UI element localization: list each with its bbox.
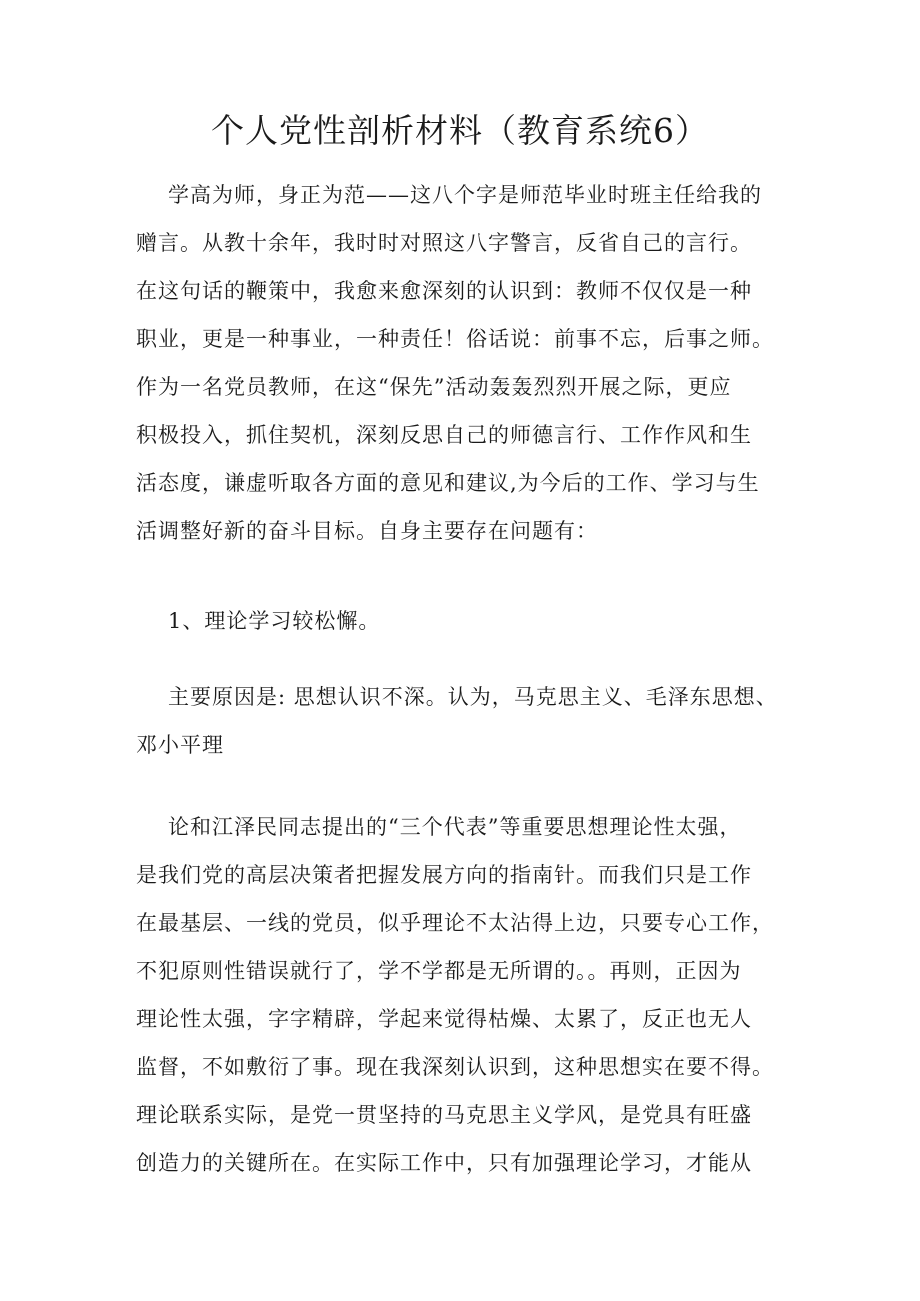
- paragraph-line: 作为一名党员教师，在这“保先”活动轰轰烈烈开展之际，更应: [136, 375, 732, 399]
- paragraph-line: 论和江泽民同志提出的“三个代表”等重要思想理论性太强，: [168, 815, 742, 839]
- paragraph-line: 主要原因是: 思想认识不深。认为，马克思主义、毛泽东思想、: [168, 685, 778, 709]
- paragraph-line: 理论性太强，字字精辟，学起来觉得枯燥、太累了，反正也无人: [136, 1007, 752, 1031]
- paragraph-line: 赠言。从教十余年，我时时对照这八字警言，反省自己的言行。: [136, 231, 752, 255]
- section-heading: 1、理论学习较松懈。: [168, 609, 381, 633]
- paragraph-line: 是我们党的高层决策者把握发展方向的指南针。而我们只是工作: [136, 863, 752, 887]
- paragraph-line: 活态度，谦虚听取各方面的意见和建议,为今后的工作、学习与生: [136, 471, 760, 495]
- paragraph-line: 监督，不如敷衍了事。现在我深刻认识到，这种思想实在要不得。: [136, 1055, 774, 1079]
- paragraph-line: 创造力的关键所在。在实际工作中，只有加强理论学习，才能从: [136, 1151, 752, 1175]
- paragraph-line: 理论联系实际，是党一贯坚持的马克思主义学风，是党具有旺盛: [136, 1103, 752, 1127]
- paragraph-line: 在最基层、一线的党员，似乎理论不太沾得上边，只要专心工作，: [136, 911, 774, 935]
- paragraph-line: 在这句话的鞭策中，我愈来愈深刻的认识到：教师不仅仅是一种: [136, 279, 752, 303]
- paragraph-line: 积极投入，抓住契机，深刻反思自己的师德言行、工作作风和生: [136, 423, 752, 447]
- paragraph-line: 职业，更是一种事业，一种责任！俗话说：前事不忘，后事之师。: [136, 327, 774, 351]
- document-title: 个人党性剖析材料（教育系统6）: [211, 111, 709, 150]
- paragraph-line: 学高为师，身正为范——这八个字是师范毕业时班主任给我的: [168, 183, 762, 207]
- paragraph-line: 不犯原则性错误就行了，学不学都是无所谓的。。再则，正因为: [136, 959, 742, 983]
- paragraph-line: 活调整好新的奋斗目标。自身主要存在问题有：: [136, 519, 598, 543]
- paragraph-line: 邓小平理: [136, 733, 224, 757]
